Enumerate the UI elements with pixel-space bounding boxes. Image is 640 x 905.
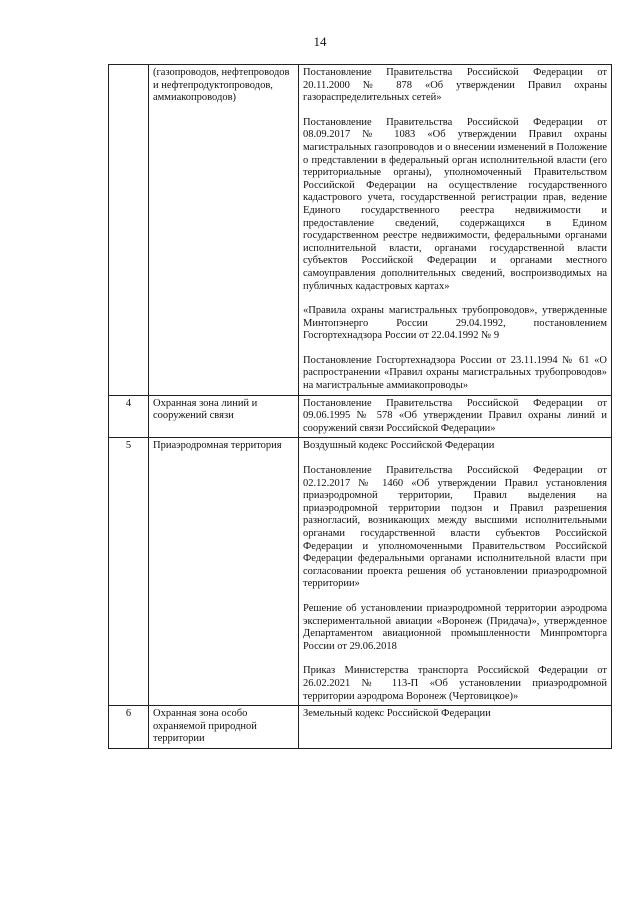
legal-document: Воздушный кодекс Российской Федерации: [303, 440, 495, 452]
legal-document: Постановление Госгортехнадзора России от 23.11.1994 № 61 «О распространении «Правил охраны магистральных трубопроводов» на магистральные аммиакопроводы»: [303, 354, 607, 392]
zone-name-cell: [149, 395, 299, 438]
zone-name-cell: [149, 706, 299, 749]
table-row: [109, 706, 612, 749]
regulations-table: [108, 64, 612, 749]
table-row: [109, 438, 612, 706]
legal-documents-cell: [299, 395, 612, 438]
zone-name-cell: [149, 438, 299, 706]
row-number-cell: [109, 706, 149, 749]
legal-document: «Правила охраны магистральных трубопроводов», утвержденные Минтопэнерго России 29.04.1992, постановлением Госгортехнадзора России от 22.04.1992 № 9: [303, 305, 607, 342]
zone-name-cell: [149, 65, 299, 396]
table-row: [109, 65, 612, 396]
legal-document: Постановление Правительства Российской Федерации от 20.11.2000 № 878 «Об утверждении Правил охраны газораспределительных сетей»: [303, 67, 607, 104]
zone-name: Охранная зона линий и сооружений связи: [153, 397, 258, 422]
legal-document: Приказ Министерства транспорта Российской Федерации от 26.02.2021 № 113-П «Об установлении приаэродромной территории аэродрома Воронеж (Чертовицкое)»: [303, 665, 607, 702]
zone-name: Охранная зона особо охраняемой природной территории: [153, 708, 257, 745]
zone-name: Приаэродромная территория: [153, 440, 282, 452]
legal-documents-cell: [299, 706, 612, 749]
row-number: 4: [125, 397, 132, 409]
legal-document: Решение об установлении приаэродромной территории аэродрома экспериментальной авиации «Воронеж (Придача)», утвержденное Департаментом авиационной промышленности Минпромторга России от 29.06.2018: [303, 602, 607, 652]
page-number: 14: [313, 34, 327, 49]
row-number-cell: [109, 438, 149, 706]
table-row: [109, 395, 612, 438]
row-number-cell: [109, 395, 149, 438]
legal-document: Постановление Правительства Российской Федерации от 09.06.1995 № 578 «Об утверждении Правил охраны линий и сооружений связи Российской Федерации»: [303, 397, 607, 434]
legal-document: Постановление Правительства Российской Федерации от 02.12.2017 № 1460 «Об утверждении Правил установления приаэродромной территории, Правил выделения на приаэродромной территории подзон и Правил разрешения разногласий, возникающих между высшими исполнительными органами государственной власти субъектов Российской Федерации и уполномоченными Правительством Российской Федерации федеральными органами исполнительной власти при согласовании проекта решения об установлении приаэродромной территории»: [303, 465, 607, 590]
legal-documents-cell: [299, 65, 612, 396]
zone-name: (газопроводов, нефтепроводов и нефтепродуктопроводов, аммиакопроводов): [153, 67, 290, 104]
legal-document: Постановление Правительства Российской Федерации от 08.09.2017 № 1083 «Об утверждении Правил охраны магистральных газопроводов и о внесении изменений в Положение о представлении в федеральный орган исполнительной власти (его территориальные органы), уполномоченный Правительством Российской Федерации на осуществление государственного кадастрового учета, государственной регистрации прав, ведение Единого государственного реестра недвижимости и предоставление сведений, содержащихся в Едином государственном реестре недвижимости, федеральными органами исполнительной власти, органами государственной власти субъектов Российской Федерации и органами местного самоуправления дополнительных сведений, воспроизводимых на публичных кадастровых картах»: [303, 116, 607, 292]
legal-document: Земельный кодекс Российской Федерации: [303, 708, 491, 720]
row-number-cell: [109, 65, 149, 396]
table-body: [109, 65, 612, 749]
legal-documents-cell: [299, 438, 612, 706]
row-number: 6: [125, 708, 132, 720]
row-number: 5: [125, 440, 132, 452]
